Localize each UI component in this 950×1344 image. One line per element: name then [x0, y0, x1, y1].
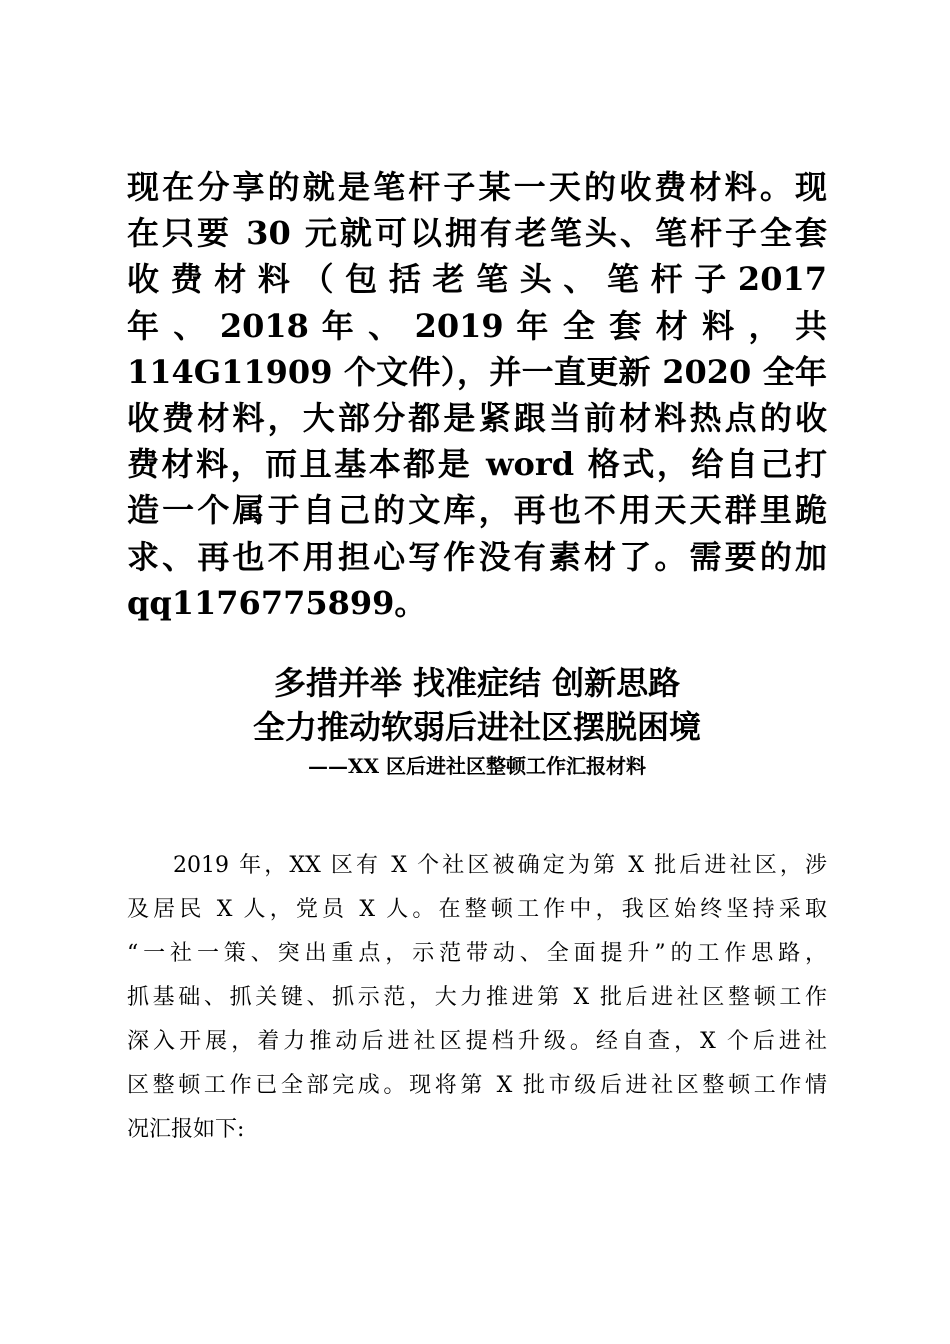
promo-paragraph [127, 164, 827, 626]
body-line: 抓基础、抓关键、抓示范，大力推进第 X 批后进社区整顿工作 [127, 985, 827, 1010]
promo-line: 费材料，而且基本都是 word 格式，给自己打 [127, 445, 827, 484]
body-line: 区整顿工作已全部完成。现将第 X 批市级后进社区整顿工作情 [127, 1073, 827, 1098]
report-title-line-2: 全力推动软弱后进社区摆脱困境 [252, 708, 701, 746]
promo-line: qq1176775899。 [127, 583, 427, 622]
promo-line: 收 费 材 料 （ 包 括 老 笔 头 、 笔 杆 子 2017 [127, 260, 827, 299]
promo-line: 求、再也不用担心写作没有素材了。需要的加 [127, 537, 827, 576]
body-line: 深入开展，着力推动后进社区提档升级。经自查，X 个后进社 [127, 1029, 827, 1054]
promo-line: 年 、 2018 年 、 2019 年 全 套 材 料 ， 共 [127, 306, 827, 345]
promo-line: 收费材料，大部分都是紧跟当前材料热点的收 [127, 398, 827, 437]
report-heading [127, 661, 827, 781]
promo-line: 114G11909 个文件），并一直更新 2020 全年 [127, 352, 827, 391]
report-subtitle: ——XX 区后进社区整顿工作汇报材料 [308, 754, 646, 778]
report-body-paragraph [127, 844, 827, 1152]
body-line: “一社一策、突出重点，示范带动、全面提升”的工作思路， [127, 941, 827, 966]
promo-line: 现在分享的就是笔杆子某一天的收费材料。现 [127, 168, 827, 206]
body-line: 2019 年，XX 区有 X 个社区被确定为第 X 批后进社区，涉 [173, 853, 827, 878]
promo-line: 在只要 30 元就可以拥有老笔头、笔杆子全套 [127, 214, 827, 253]
promo-line: 造一个属于自己的文库，再也不用天天群里跪 [127, 491, 827, 530]
body-line: 及居民 X 人，党员 X 人。在整顿工作中，我区始终坚持采取 [127, 897, 827, 922]
report-title-line-1: 多措并举 找准症结 创新思路 [273, 664, 681, 702]
body-line: 况汇报如下: [127, 1117, 245, 1142]
